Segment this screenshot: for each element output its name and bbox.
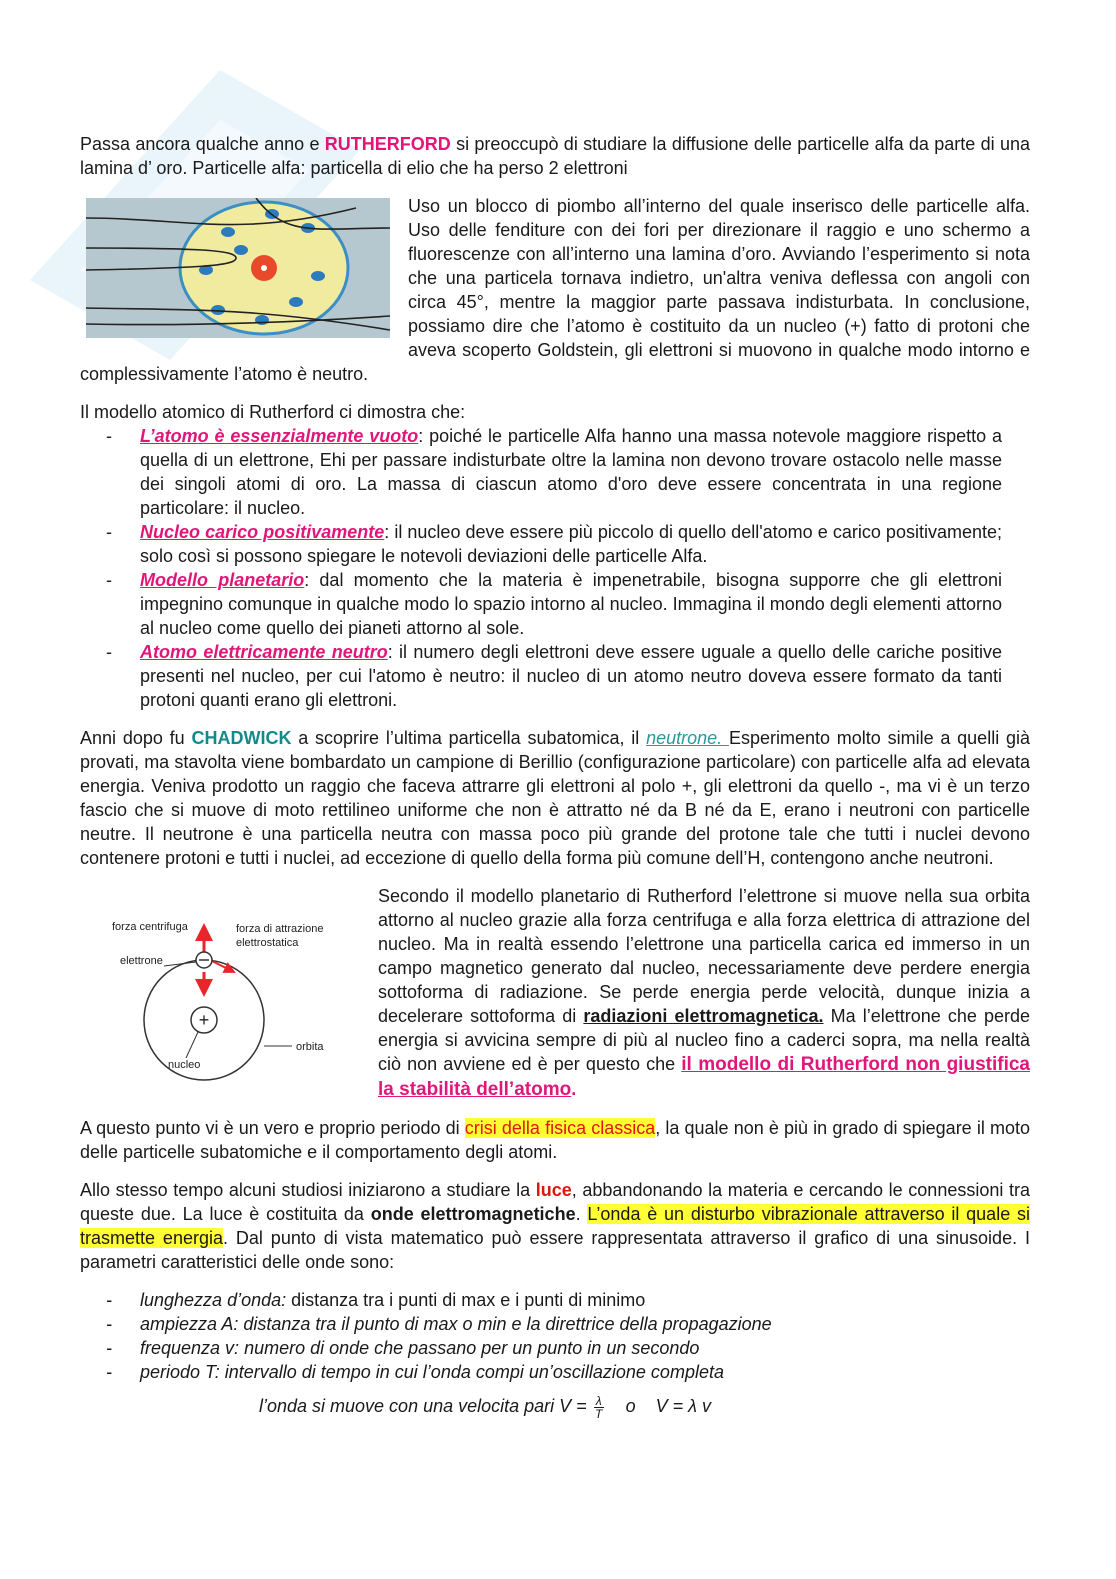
rutherford-name: RUTHERFORD [324,134,451,154]
svg-text:+: + [198,1010,210,1030]
label-nucleus: nucleo [168,1059,201,1071]
luce-word: luce [535,1180,572,1200]
list-item: - ampiezza A: distanza tra il punto di max o min e la direttrice della propagazione [80,1312,1030,1336]
paragraph-planetary-model: Secondo il modello planetario di Rutherford l’elettrone si muove nella sua orbita attorno al nucleo grazie alla forza centrifuga e alla forza elettrica di attrazione del nucleo. Ma in realtà essendo l’elettrone una particella carica ed immerso in un campo magnetico generato dal nucleo, necessariamente deve perdere energia sottoforma di radiazione. Se perde energia perde velocità, dunque inizia a decelerare sottoforma di radiazioni elettromagnetica. Ma l’elettrone che perde energia si avvicina sempre di più al nucleo fino a caderci sopra, ma nella realtà ciò non avviene ed è per questo che il modello di Rutherford non giustifica la stabilità dell’atomo. [378,886,1030,1100]
neutrone-link[interactable]: neutrone. [646,728,729,748]
wave-parameters-list [80,1288,1030,1384]
paragraph-chadwick: Anni dopo fu CHADWICK a scoprire l’ultima particella subatomica, il neutrone. Esperimento molto simile a quelli già provati, ma stavolta viene bombardato un campione di Berillio (configurazione particolare) con particelle alfa ad elevata energia. Veniva prodotto un raggio che faceva attrarre gli elettroni al polo +, gli elettroni da quello -, ma vi è un terzo fascio che si muove di moto rettilineo uniforme che non è attratto né da B né da E, erano i neutroni con particelle neutre. Il neutrone è una particella neutra con massa poco più grande del protone tale che tutti i nuclei devono contenere protoni e tutti i nuclei, ad eccezione di quello della forma più comune dell’H, contengono anche neutroni. [80,728,1030,868]
label-centrifugal: forza centrifuga [112,921,188,933]
model-intro: Il modello atomico di Rutherford ci dimostra che: [80,402,466,422]
paragraph-light: Allo stesso tempo alcuni studiosi iniziarono a studiare la luce, abbandonando la materia e cercando le connessioni tra queste due. La luce è costituita da onde elettromagnetiche. L’onda è un disturbo vibrazionale attraverso il quale si trasmette energia. Dal punto di vista matematico può essere rappresentata attraverso il grafico di una sinusoide. I parametri caratteristici delle onde sono: [80,1180,1030,1272]
label-orbit: orbita [296,1041,324,1053]
list-item: - Modello planetario: dal momento che la materia è impenetrabile, bisogna supporre che gli elettroni impegnino comunque in qualche modo lo spazio intorno al nucleo. Immagina il mondo degli elementi attorno al nucleo come quello dei pianeti attorno al sole. [80,568,1030,640]
rutherford-experiment-section [80,194,1030,386]
list-item: - Atomo elettricamente neutro: il numero degli elettroni deve essere uguale a quello delle cariche positive presenti nel nucleo, per cui l'atomo è neutro: il nucleo di un atomo neutro doveva essere formato da tanti protoni quanti erano gli elettroni. [80,640,1030,712]
velocity-formula: l’onda si muove con una velocita pari V = $\frac{\lambda}{T}$ o V = λ v [258,1393,712,1421]
paragraph-crisis: A questo punto vi è un vero e proprio periodo di crisi della fisica classica, la quale non è più in grado di spiegare il moto delle particelle subatomiche e il comportamento degli atomi. [80,1118,1030,1162]
list-item: - L’atomo è essenzialmente vuoto: poiché le particelle Alfa hanno una massa notevole maggiore rispetto a quella di un elettrone, Ehi per passare indisturbate oltre la lamina non devono trovare ostacolo nelle masse dei singoli atomi di oro. La massa di ciascun atomo d'oro deve essere concentrata in una regione particolare: il nucleo. [80,424,1030,520]
document-page [80,132,1030,1420]
paragraph-rutherford-intro: Passa ancora qualche anno e RUTHERFORD si preoccupò di studiare la diffusione delle particelle alfa da parte di una lamina d’ oro. Particelle alfa: particella di elio che ha perso 2 elettroni [80,134,1030,178]
label-electron: elettrone [120,955,163,967]
label-attraction-2: elettrostatica [236,937,299,949]
chadwick-name: CHADWICK [191,728,292,748]
list-item: - Nucleo carico positivamente: il nucleo deve essere più piccolo di quello dell'atomo e carico positivamente; solo così si possono spiegare le notevoli deviazioni delle particelle Alfa. [80,520,1030,568]
rutherford-experiment-image [86,198,390,338]
planetary-model-section [80,884,1030,1102]
rutherford-model-list [80,424,1030,712]
list-item: - frequenza v: numero di onde che passano per un punto in un secondo [80,1336,1030,1360]
label-attraction-1: forza di attrazione [236,923,324,935]
list-item: - periodo T: intervallo di tempo in cui l’onda compi un’oscillazione completa [80,1360,1030,1384]
paragraph-experiment: Uso un blocco di piombo all’interno del quale inserisco delle particelle alfa. Uso delle fenditure con dei fori per direzionare il raggio e uno schermo a fluorescenze con all’interno una lamina d’oro. Avviando l’esperimento si nota che una particela tornava indietro, un'altra veniva deflessa con angoli con circa 45°, mentre la maggior parte passava indisturbata. In conclusione, possiamo dire che l’atomo è costituito da un nucleo (+) fatto di protoni che aveva scoperto Goldstein, gli elettroni si muovono in qualche modo intorno e complessivamente l’atomo è neutro. [80,196,1030,384]
highlight-crisis: crisi della fisica classica [464,1118,656,1138]
planetary-model-diagram [106,902,366,1102]
highlight-wave-definition: L’onda è un disturbo vibrazionale attraverso il quale si trasmette energia [80,1204,1030,1248]
list-item: - lunghezza d’onda: distanza tra i punti di max e i punti di minimo [80,1288,1030,1312]
